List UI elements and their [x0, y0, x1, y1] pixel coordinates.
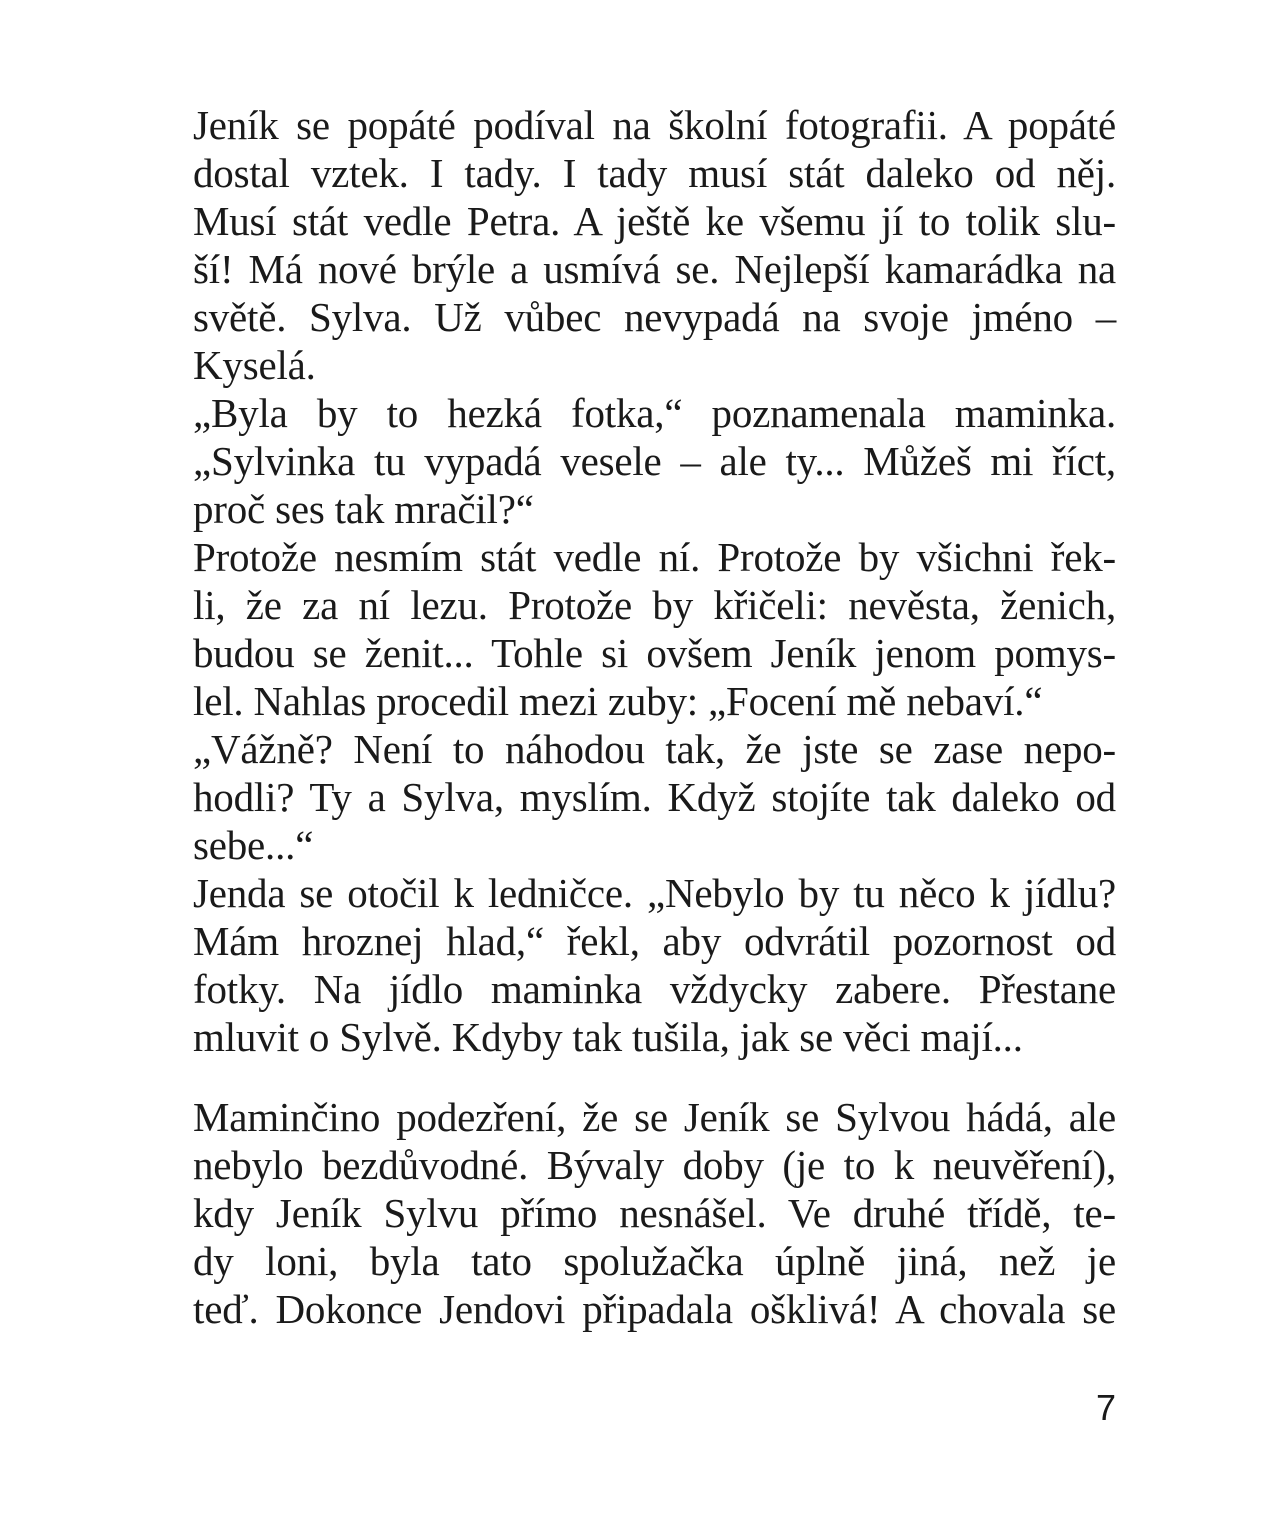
- text-line: „Byla by to hezká fotka,“ poznamenala maminka.: [193, 390, 1116, 436]
- text-line: Kyselá.: [193, 342, 316, 388]
- text-line: lel. Nahlas procedil mezi zuby: „Focení mě nebaví.“: [193, 678, 1043, 724]
- text-line: světě. Sylva. Už vůbec nevypadá na svoje jméno –: [193, 294, 1116, 340]
- text-line: ší! Má nové brýle a usmívá se. Nejlepší kamarádka na: [193, 246, 1116, 292]
- text-line: budou se ženit... Tohle si ovšem Jeník jenom pomys-: [193, 630, 1116, 676]
- text-line: fotky. Na jídlo maminka vždycky zabere. Přestane: [193, 966, 1116, 1012]
- text-line: sebe...“: [193, 822, 314, 868]
- text-line: teď. Dokonce Jendovi připadala ošklivá! A chovala se: [193, 1286, 1116, 1332]
- text-line: hodli? Ty a Sylva, myslím. Když stojíte tak daleko od: [193, 774, 1116, 820]
- text-line: li, že za ní lezu. Protože by křičeli: nevěsta, ženich,: [193, 582, 1116, 628]
- text-line: Protože nesmím stát vedle ní. Protože by všichni řek-: [193, 534, 1116, 580]
- text-line: kdy Jeník Sylvu přímo nesnášel. Ve druhé třídě, te-: [193, 1190, 1116, 1236]
- text-line: Jenda se otočil k ledničce. „Nebylo by tu něco k jídlu?: [193, 870, 1116, 916]
- text-section-1: [193, 101, 1116, 1061]
- page-number: 7: [1096, 1387, 1117, 1428]
- text-line: „Sylvinka tu vypadá vesele – ale ty... Můžeš mi říct,: [193, 438, 1116, 484]
- text-line: „Vážně? Není to náhodou tak, že jste se zase nepo-: [193, 726, 1116, 772]
- text-line: Musí stát vedle Petra. A ještě ke všemu jí to tolik slu-: [193, 198, 1116, 244]
- text-line: dy loni, byla tato spolužačka úplně jiná, než je: [193, 1238, 1116, 1284]
- text-line: dostal vztek. I tady. I tady musí stát daleko od něj.: [193, 150, 1116, 196]
- text-line: nebylo bezdůvodné. Bývaly doby (je to k neuvěření),: [193, 1142, 1116, 1188]
- text-line: Mám hroznej hlad,“ řekl, aby odvrátil pozornost od: [193, 918, 1116, 964]
- text-section-2: [193, 1093, 1116, 1333]
- text-line: Maminčino podezření, že se Jeník se Sylvou hádá, ale: [193, 1094, 1116, 1140]
- text-line: proč ses tak mračil?“: [193, 486, 534, 532]
- text-line: mluvit o Sylvě. Kdyby tak tušila, jak se věci mají...: [193, 1014, 1023, 1060]
- text-line: Jeník se popáté podíval na školní fotografii. A popáté: [193, 102, 1116, 148]
